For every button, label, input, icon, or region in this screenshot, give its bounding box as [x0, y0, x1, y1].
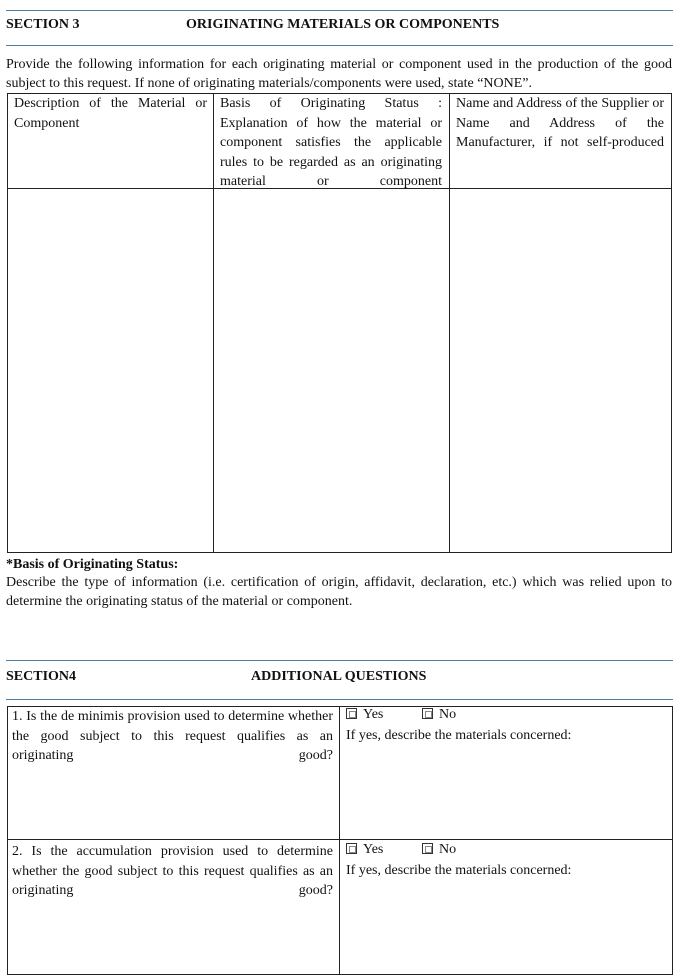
question-2-yes-label: Yes [363, 842, 384, 857]
question-2-text: 2. Is the accumulation provision used to determine whether the good subject to this request qualifies as an originating good? [12, 844, 333, 898]
column-header-supplier: Name and Address of the Supplier or Name and Address of the Manufacturer, if not self-produced [456, 96, 664, 150]
section3-label: SECTION 3 [6, 17, 80, 32]
supplier-entry-cell[interactable] [450, 189, 671, 552]
section4-label: SECTION4 [6, 669, 77, 684]
question-1-text: 1. Is the de minimis provision used to determine whether the good subject to this request qualifies as an originating good? [12, 709, 333, 763]
column-header-description: Description of the Material or Component [14, 96, 207, 131]
question-2-follow-up: If yes, describe the materials concerned: [346, 863, 572, 878]
question-2-yes-option[interactable] [346, 842, 383, 858]
basis-note-body: Describe the type of information (i.e. certification of origin, affidavit, declaration, etc.) which was relied upon to determine the originating status of the material or component. [6, 575, 672, 609]
column-header-basis: Basis of Originating Status : Explanation of how the material or component satisfies the applicable rules to be regarded as an originating material or component [220, 96, 442, 189]
question-2-materials-entry[interactable] [341, 883, 671, 973]
question-2-no-checkbox[interactable] [422, 843, 433, 854]
question-2-no-option[interactable] [422, 842, 456, 858]
question-1-follow-up: If yes, describe the materials concerned: [346, 728, 572, 743]
section4-top-rule [6, 660, 673, 661]
question-2-yes-checkbox[interactable] [346, 843, 357, 854]
section3-intro: Provide the following information for each originating material or component used in the production of the good subject to this request. If none of originating materials/components were used, state “NONE”. [6, 57, 672, 91]
question-1-yes-label: Yes [363, 707, 384, 722]
section4-title: ADDITIONAL QUESTIONS [251, 669, 427, 684]
section3-top-rule [6, 10, 673, 11]
question-1-no-label: No [439, 707, 457, 722]
question-1-materials-entry[interactable] [341, 748, 671, 837]
question-1-no-checkbox[interactable] [422, 708, 433, 719]
question-1-yes-option[interactable] [346, 707, 383, 723]
questions-table-divider [339, 706, 340, 975]
section4-bottom-rule [6, 699, 673, 700]
question-2-no-label: No [439, 842, 457, 857]
description-entry-cell[interactable] [8, 189, 212, 552]
basis-note-heading: *Basis of Originating Status: [6, 557, 179, 572]
basis-entry-cell[interactable] [214, 189, 448, 552]
question-1-yes-checkbox[interactable] [346, 708, 357, 719]
section3-title: ORIGINATING MATERIALS OR COMPONENTS [186, 17, 500, 32]
section3-bottom-rule [6, 45, 673, 46]
questions-table-row-rule [7, 839, 673, 840]
question-1-no-option[interactable] [422, 707, 456, 723]
